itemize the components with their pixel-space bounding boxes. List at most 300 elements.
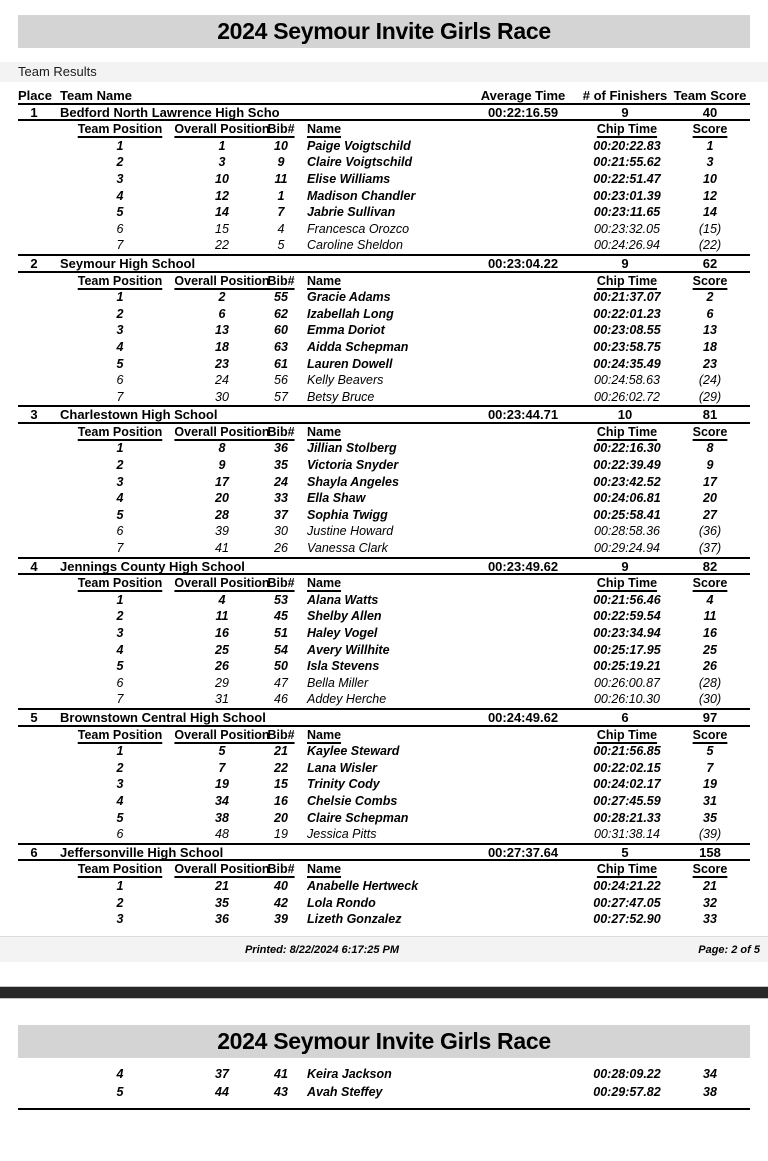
runner-team-position: 5 xyxy=(116,205,124,220)
team-score: 81 xyxy=(702,407,718,423)
runner-team-position: 4 xyxy=(116,793,124,808)
runner-row xyxy=(18,523,750,540)
runner-team-position: 1 xyxy=(116,878,124,893)
team-place: 3 xyxy=(30,407,38,423)
subcol-header-score: Score xyxy=(692,862,728,877)
runner-score: 33 xyxy=(703,912,717,927)
runner-name: Madison Chandler xyxy=(307,188,416,203)
runner-overall-position: 44 xyxy=(215,1084,229,1099)
runner-team-position: 3 xyxy=(116,323,124,338)
runner-row xyxy=(18,188,750,205)
runner-chip-time: 00:26:02.72 xyxy=(593,389,661,404)
runner-chip-time: 00:25:58.41 xyxy=(593,507,661,522)
runner-name: Shelby Allen xyxy=(307,609,382,624)
runner-name: Jessica Pitts xyxy=(307,827,377,842)
subcol-header-bib: Bib# xyxy=(267,424,295,439)
runner-team-position: 1 xyxy=(116,138,124,153)
runner-score: (29) xyxy=(698,389,722,404)
runner-chip-time: 00:21:56.85 xyxy=(593,744,661,759)
runner-row xyxy=(18,826,750,843)
runner-team-position: 1 xyxy=(116,592,124,607)
runner-name: Keira Jackson xyxy=(307,1067,392,1082)
runner-row xyxy=(18,171,750,188)
runner-chip-time: 00:26:10.30 xyxy=(593,692,661,707)
runner-name: Isla Stevens xyxy=(307,659,380,674)
runner-chip-time: 00:28:09.22 xyxy=(593,1067,661,1082)
runner-row xyxy=(18,507,750,524)
runner-score: 5 xyxy=(706,744,714,759)
runner-bib: 22 xyxy=(274,760,288,775)
runner-team-position: 4 xyxy=(116,642,124,657)
runner-score: 19 xyxy=(703,777,717,792)
runner-score: 32 xyxy=(703,895,717,910)
runner-row xyxy=(18,237,750,254)
team-summary-row xyxy=(18,256,750,273)
subcol-header-team-position: Team Position xyxy=(77,727,163,742)
runner-score: 14 xyxy=(703,205,717,220)
runner-chip-time: 00:23:11.65 xyxy=(593,205,661,220)
subcol-header-score: Score xyxy=(692,576,728,591)
runner-overall-position: 11 xyxy=(215,609,229,624)
runner-row xyxy=(18,389,750,406)
runner-bib: 15 xyxy=(274,777,288,792)
runner-team-position: 6 xyxy=(116,524,124,539)
runner-name: Gracie Adams xyxy=(307,290,391,305)
runner-chip-time: 00:22:02.15 xyxy=(593,760,661,775)
runner-team-position: 6 xyxy=(116,221,124,236)
runner-name: Chelsie Combs xyxy=(307,793,398,808)
runner-team-position: 2 xyxy=(116,155,124,170)
runner-row xyxy=(18,322,750,339)
runner-chip-time: 00:27:45.59 xyxy=(593,793,661,808)
runner-row xyxy=(18,289,750,306)
runner-chip-time: 00:21:56.46 xyxy=(593,592,661,607)
runner-score: 20 xyxy=(703,491,717,506)
runner-name: Jillian Stolberg xyxy=(307,441,397,456)
runner-score: 13 xyxy=(703,323,717,338)
runner-name: Justine Howard xyxy=(307,524,394,539)
runner-overall-position: 48 xyxy=(215,827,229,842)
runner-score: 25 xyxy=(703,642,717,657)
runner-row xyxy=(18,1066,750,1083)
runner-overall-position: 4 xyxy=(218,592,226,607)
footer-bar xyxy=(0,936,768,962)
runner-name: Aidda Schepman xyxy=(307,339,409,354)
runner-bib: 26 xyxy=(274,541,288,556)
runner-bib: 30 xyxy=(274,524,288,539)
team-place: 6 xyxy=(30,844,38,860)
team-summary-row xyxy=(18,559,750,576)
runner-bib: 1 xyxy=(277,188,285,203)
runner-score: 7 xyxy=(706,760,714,775)
runner-score: 27 xyxy=(703,507,717,522)
subcol-header-overall-position: Overall Position xyxy=(174,727,270,742)
runner-name: Lola Rondo xyxy=(307,895,376,910)
runner-overall-position: 12 xyxy=(215,188,229,203)
team-summary-row xyxy=(18,407,750,424)
team-place: 5 xyxy=(30,709,38,725)
runner-score: 26 xyxy=(703,659,717,674)
team-finishers: 9 xyxy=(621,104,629,120)
runner-name: Kelly Beavers xyxy=(307,373,384,388)
runner-overall-position: 30 xyxy=(215,389,229,404)
runner-bib: 24 xyxy=(274,474,288,489)
subcol-header-team-position: Team Position xyxy=(77,424,163,439)
runner-row xyxy=(18,810,750,827)
runner-chip-time: 00:24:35.49 xyxy=(593,356,661,371)
runner-score: 10 xyxy=(703,171,717,186)
subcol-header-chip-time: Chip Time xyxy=(596,576,658,591)
runner-name: Betsy Bruce xyxy=(307,389,375,404)
runner-bib: 54 xyxy=(274,642,288,657)
runner-name: Francesca Orozco xyxy=(307,221,410,236)
runner-row xyxy=(18,221,750,238)
runner-name: Vanessa Clark xyxy=(307,541,388,556)
runner-overall-position: 28 xyxy=(215,507,229,522)
subcol-header-overall-position: Overall Position xyxy=(174,424,270,439)
team-avg-time: 00:27:37.64 xyxy=(487,844,559,860)
team-block xyxy=(18,105,750,256)
runner-score: 34 xyxy=(703,1067,717,1082)
runner-name: Lauren Dowell xyxy=(307,356,393,371)
runner-chip-time: 00:31:38.14 xyxy=(593,827,661,842)
runner-name: Bella Miller xyxy=(307,675,369,690)
runner-bib: 21 xyxy=(274,744,288,759)
subcol-header-overall-position: Overall Position xyxy=(174,122,270,137)
runner-overall-position: 15 xyxy=(215,221,229,236)
runner-name: Shayla Angeles xyxy=(307,474,399,489)
runner-bib: 61 xyxy=(274,356,288,371)
runner-rows xyxy=(18,138,750,254)
runner-overall-position: 35 xyxy=(215,895,229,910)
team-summary-row xyxy=(18,105,750,122)
runner-score: (22) xyxy=(698,238,722,253)
runner-row xyxy=(18,306,750,323)
team-block xyxy=(18,710,750,845)
runner-bib: 16 xyxy=(274,793,288,808)
runner-overall-position: 38 xyxy=(215,810,229,825)
runner-team-position: 5 xyxy=(116,1084,124,1099)
runner-bib: 57 xyxy=(274,389,288,404)
runner-bib: 19 xyxy=(274,827,288,842)
subcol-header-overall-position: Overall Position xyxy=(174,273,270,288)
runner-overall-position: 3 xyxy=(218,155,226,170)
team-block xyxy=(18,407,750,558)
runner-name: Alana Watts xyxy=(307,592,379,607)
results-header-row xyxy=(18,88,750,105)
runner-chip-time: 00:28:58.36 xyxy=(593,524,661,539)
runner-bib: 43 xyxy=(274,1084,288,1099)
col-header-team-name: Team Name xyxy=(60,88,133,103)
subcol-header-name: Name xyxy=(307,727,342,742)
runner-rows xyxy=(18,878,750,928)
subcol-header-score: Score xyxy=(692,122,728,137)
runner-name: Emma Doriot xyxy=(307,323,385,338)
runner-name: Elise Williams xyxy=(307,171,391,186)
team-score: 40 xyxy=(702,104,718,120)
runner-overall-position: 41 xyxy=(215,541,229,556)
runner-overall-position: 17 xyxy=(215,474,229,489)
subcol-header-chip-time: Chip Time xyxy=(596,727,658,742)
runner-name: Jabrie Sullivan xyxy=(307,205,396,220)
subcol-header-score: Score xyxy=(692,727,728,742)
runner-bib: 35 xyxy=(274,458,288,473)
page-separator xyxy=(0,986,768,999)
runner-score: 31 xyxy=(703,793,717,808)
runner-team-position: 4 xyxy=(116,188,124,203)
runner-rows xyxy=(18,440,750,556)
runner-row xyxy=(18,356,750,373)
team-name: Brownstown Central High School xyxy=(60,709,266,725)
runner-bib: 10 xyxy=(274,138,288,153)
runner-score: (36) xyxy=(698,524,722,539)
runner-bib: 41 xyxy=(274,1067,288,1082)
runner-overall-position: 6 xyxy=(218,306,226,321)
team-avg-time: 00:24:49.62 xyxy=(487,709,559,725)
runner-team-position: 1 xyxy=(116,290,124,305)
runner-row xyxy=(18,592,750,609)
subcol-header-bib: Bib# xyxy=(267,576,295,591)
runner-header-row xyxy=(18,861,750,878)
runner-row xyxy=(18,457,750,474)
runner-chip-time: 00:23:34.94 xyxy=(593,626,661,640)
report-page-2 xyxy=(0,1025,768,1111)
runner-team-position: 7 xyxy=(116,389,124,404)
runner-score: 21 xyxy=(703,878,717,893)
team-place: 2 xyxy=(30,255,38,271)
runner-chip-time: 00:23:42.52 xyxy=(593,474,661,489)
runner-score: 23 xyxy=(703,356,717,371)
runner-chip-time: 00:26:00.87 xyxy=(593,675,661,690)
runner-bib: 45 xyxy=(274,609,288,624)
runner-bib: 11 xyxy=(274,171,288,186)
runner-overall-position: 39 xyxy=(215,524,229,539)
runner-score: 18 xyxy=(703,339,717,354)
runner-name: Claire Schepman xyxy=(307,810,409,825)
runner-overall-position: 5 xyxy=(218,744,226,759)
team-block xyxy=(18,559,750,710)
runner-chip-time: 00:29:24.94 xyxy=(593,541,661,556)
runner-team-position: 4 xyxy=(116,339,124,354)
team-score: 82 xyxy=(702,558,718,574)
runner-rows xyxy=(18,743,750,843)
runner-team-position: 7 xyxy=(116,692,124,707)
runner-team-position: 7 xyxy=(116,541,124,556)
runner-row xyxy=(18,204,750,221)
runner-row xyxy=(18,793,750,810)
subcol-header-chip-time: Chip Time xyxy=(596,273,658,288)
runner-chip-time: 00:22:16.30 xyxy=(593,441,661,456)
runner-overall-position: 26 xyxy=(215,659,229,674)
runner-chip-time: 00:20:22.83 xyxy=(593,138,661,153)
runner-score: 38 xyxy=(703,1084,717,1099)
team-summary-row xyxy=(18,845,750,862)
page-number: Page: 2 of 5 xyxy=(698,943,760,956)
runner-overall-position: 37 xyxy=(215,1067,229,1082)
runner-chip-time: 00:24:26.94 xyxy=(593,238,661,253)
continued-runner-rows xyxy=(18,1066,750,1101)
runner-row xyxy=(18,540,750,557)
runner-overall-position: 22 xyxy=(215,238,229,253)
runner-overall-position: 34 xyxy=(215,793,229,808)
runner-overall-position: 18 xyxy=(215,339,229,354)
runner-score: (24) xyxy=(698,373,722,388)
runner-overall-position: 2 xyxy=(218,290,226,305)
runner-team-position: 3 xyxy=(116,777,124,792)
runner-row xyxy=(18,608,750,625)
runner-score: 2 xyxy=(706,290,714,305)
team-summary-row xyxy=(18,710,750,727)
runner-row xyxy=(18,776,750,793)
subcol-header-score: Score xyxy=(692,273,728,288)
subcol-header-chip-time: Chip Time xyxy=(596,862,658,877)
runner-chip-time: 00:24:21.22 xyxy=(593,878,661,893)
col-header-team-score: Team Score xyxy=(673,88,747,103)
subcol-header-name: Name xyxy=(307,122,342,137)
col-header-average-time: Average Time xyxy=(480,88,566,103)
runner-bib: 40 xyxy=(274,878,288,893)
runner-name: Paige Voigtschild xyxy=(307,138,411,153)
team-finishers: 10 xyxy=(617,407,633,423)
runner-score: 16 xyxy=(703,626,717,640)
subcol-header-bib: Bib# xyxy=(267,727,295,742)
runner-bib: 33 xyxy=(274,491,288,506)
runner-overall-position: 16 xyxy=(215,626,229,640)
runner-row xyxy=(18,1084,750,1101)
runner-score: (37) xyxy=(698,541,722,556)
runner-row xyxy=(18,625,750,642)
runner-overall-position: 36 xyxy=(215,912,229,927)
team-avg-time: 00:22:16.59 xyxy=(487,104,559,120)
runner-name: Kaylee Steward xyxy=(307,744,400,759)
runner-score: 11 xyxy=(703,609,717,624)
runner-row xyxy=(18,675,750,692)
subcol-header-name: Name xyxy=(307,424,342,439)
team-avg-time: 00:23:44.71 xyxy=(487,407,559,423)
runner-row xyxy=(18,878,750,895)
runner-bib: 50 xyxy=(274,659,288,674)
subcol-header-name: Name xyxy=(307,862,342,877)
runner-row xyxy=(18,658,750,675)
report-page-1 xyxy=(0,15,768,962)
runner-chip-time: 00:24:02.17 xyxy=(593,777,661,792)
runner-header-row xyxy=(18,424,750,441)
runner-name: Avah Steffey xyxy=(307,1084,383,1099)
runner-chip-time: 00:22:39.49 xyxy=(593,458,661,473)
runner-chip-time: 00:27:47.05 xyxy=(593,895,661,910)
runner-bib: 56 xyxy=(274,373,288,388)
runner-chip-time: 00:23:32.05 xyxy=(593,221,661,236)
runner-team-position: 3 xyxy=(116,171,124,186)
team-score: 62 xyxy=(702,255,718,271)
subcol-header-overall-position: Overall Position xyxy=(174,862,270,877)
runner-bib: 46 xyxy=(274,692,288,707)
runner-score: 1 xyxy=(706,138,714,153)
runner-name: Trinity Cody xyxy=(307,777,380,792)
runner-team-position: 2 xyxy=(116,895,124,910)
runner-row xyxy=(18,474,750,491)
runner-score: 6 xyxy=(706,306,714,321)
runner-team-position: 5 xyxy=(116,810,124,825)
runner-bib: 63 xyxy=(274,339,288,354)
team-finishers: 9 xyxy=(621,558,629,574)
runner-score: 17 xyxy=(703,474,717,489)
team-finishers: 6 xyxy=(621,709,629,725)
runner-chip-time: 00:28:21.33 xyxy=(593,810,661,825)
runner-name: Anabelle Hertweck xyxy=(307,878,419,893)
subcol-header-team-position: Team Position xyxy=(77,273,163,288)
runner-chip-time: 00:24:06.81 xyxy=(593,491,661,506)
report-title-page2: 2024 Seymour Invite Girls Race xyxy=(18,1025,750,1058)
runner-name: Lizeth Gonzalez xyxy=(307,912,402,927)
runner-name: Victoria Snyder xyxy=(307,458,399,473)
team-name: Bedford North Lawrence High Scho xyxy=(60,104,280,120)
runner-overall-position: 7 xyxy=(218,760,226,775)
runner-name: Addey Herche xyxy=(307,692,387,707)
runner-team-position: 1 xyxy=(116,441,124,456)
runner-bib: 4 xyxy=(277,221,285,236)
runner-overall-position: 9 xyxy=(218,458,226,473)
runner-bib: 53 xyxy=(274,592,288,607)
runner-name: Haley Vogel xyxy=(307,626,378,640)
runner-team-position: 6 xyxy=(116,827,124,842)
runner-overall-position: 25 xyxy=(215,642,229,657)
runner-name: Izabellah Long xyxy=(307,306,394,321)
runner-bib: 37 xyxy=(274,507,288,522)
runner-bib: 9 xyxy=(277,155,285,170)
runner-row xyxy=(18,372,750,389)
runner-header-row xyxy=(18,273,750,290)
subcol-header-bib: Bib# xyxy=(267,862,295,877)
runner-row xyxy=(18,138,750,155)
runner-overall-position: 14 xyxy=(215,205,229,220)
runner-overall-position: 29 xyxy=(215,675,229,690)
runner-row xyxy=(18,490,750,507)
runner-overall-position: 1 xyxy=(218,138,226,153)
runner-chip-time: 00:21:55.62 xyxy=(593,155,661,170)
runner-team-position: 5 xyxy=(116,659,124,674)
runner-chip-time: 00:22:59.54 xyxy=(593,609,661,624)
team-finishers: 5 xyxy=(621,844,629,860)
runner-chip-time: 00:27:52.90 xyxy=(593,912,661,927)
runner-team-position: 7 xyxy=(116,238,124,253)
runner-name: Ella Shaw xyxy=(307,491,366,506)
team-block xyxy=(18,845,750,928)
runner-team-position: 1 xyxy=(116,744,124,759)
runner-bib: 39 xyxy=(274,912,288,927)
runner-team-position: 5 xyxy=(116,356,124,371)
runner-rows xyxy=(18,289,750,405)
runner-team-position: 6 xyxy=(116,675,124,690)
runner-score: 3 xyxy=(706,155,714,170)
runner-overall-position: 10 xyxy=(215,171,229,186)
team-name: Charlestown High School xyxy=(60,407,218,423)
runner-chip-time: 00:23:01.39 xyxy=(593,188,661,203)
runner-chip-time: 00:22:01.23 xyxy=(593,306,661,321)
runner-chip-time: 00:23:58.75 xyxy=(593,339,661,354)
runner-bib: 60 xyxy=(274,323,288,338)
runner-header-row xyxy=(18,575,750,592)
team-place: 1 xyxy=(30,104,38,120)
team-score: 158 xyxy=(699,844,721,860)
runner-row xyxy=(18,743,750,760)
teams-container xyxy=(18,105,750,928)
subcol-header-score: Score xyxy=(692,424,728,439)
runner-team-position: 4 xyxy=(116,1067,124,1082)
runner-row xyxy=(18,440,750,457)
team-name: Jennings County High School xyxy=(60,558,245,574)
runner-score: 9 xyxy=(706,458,714,473)
